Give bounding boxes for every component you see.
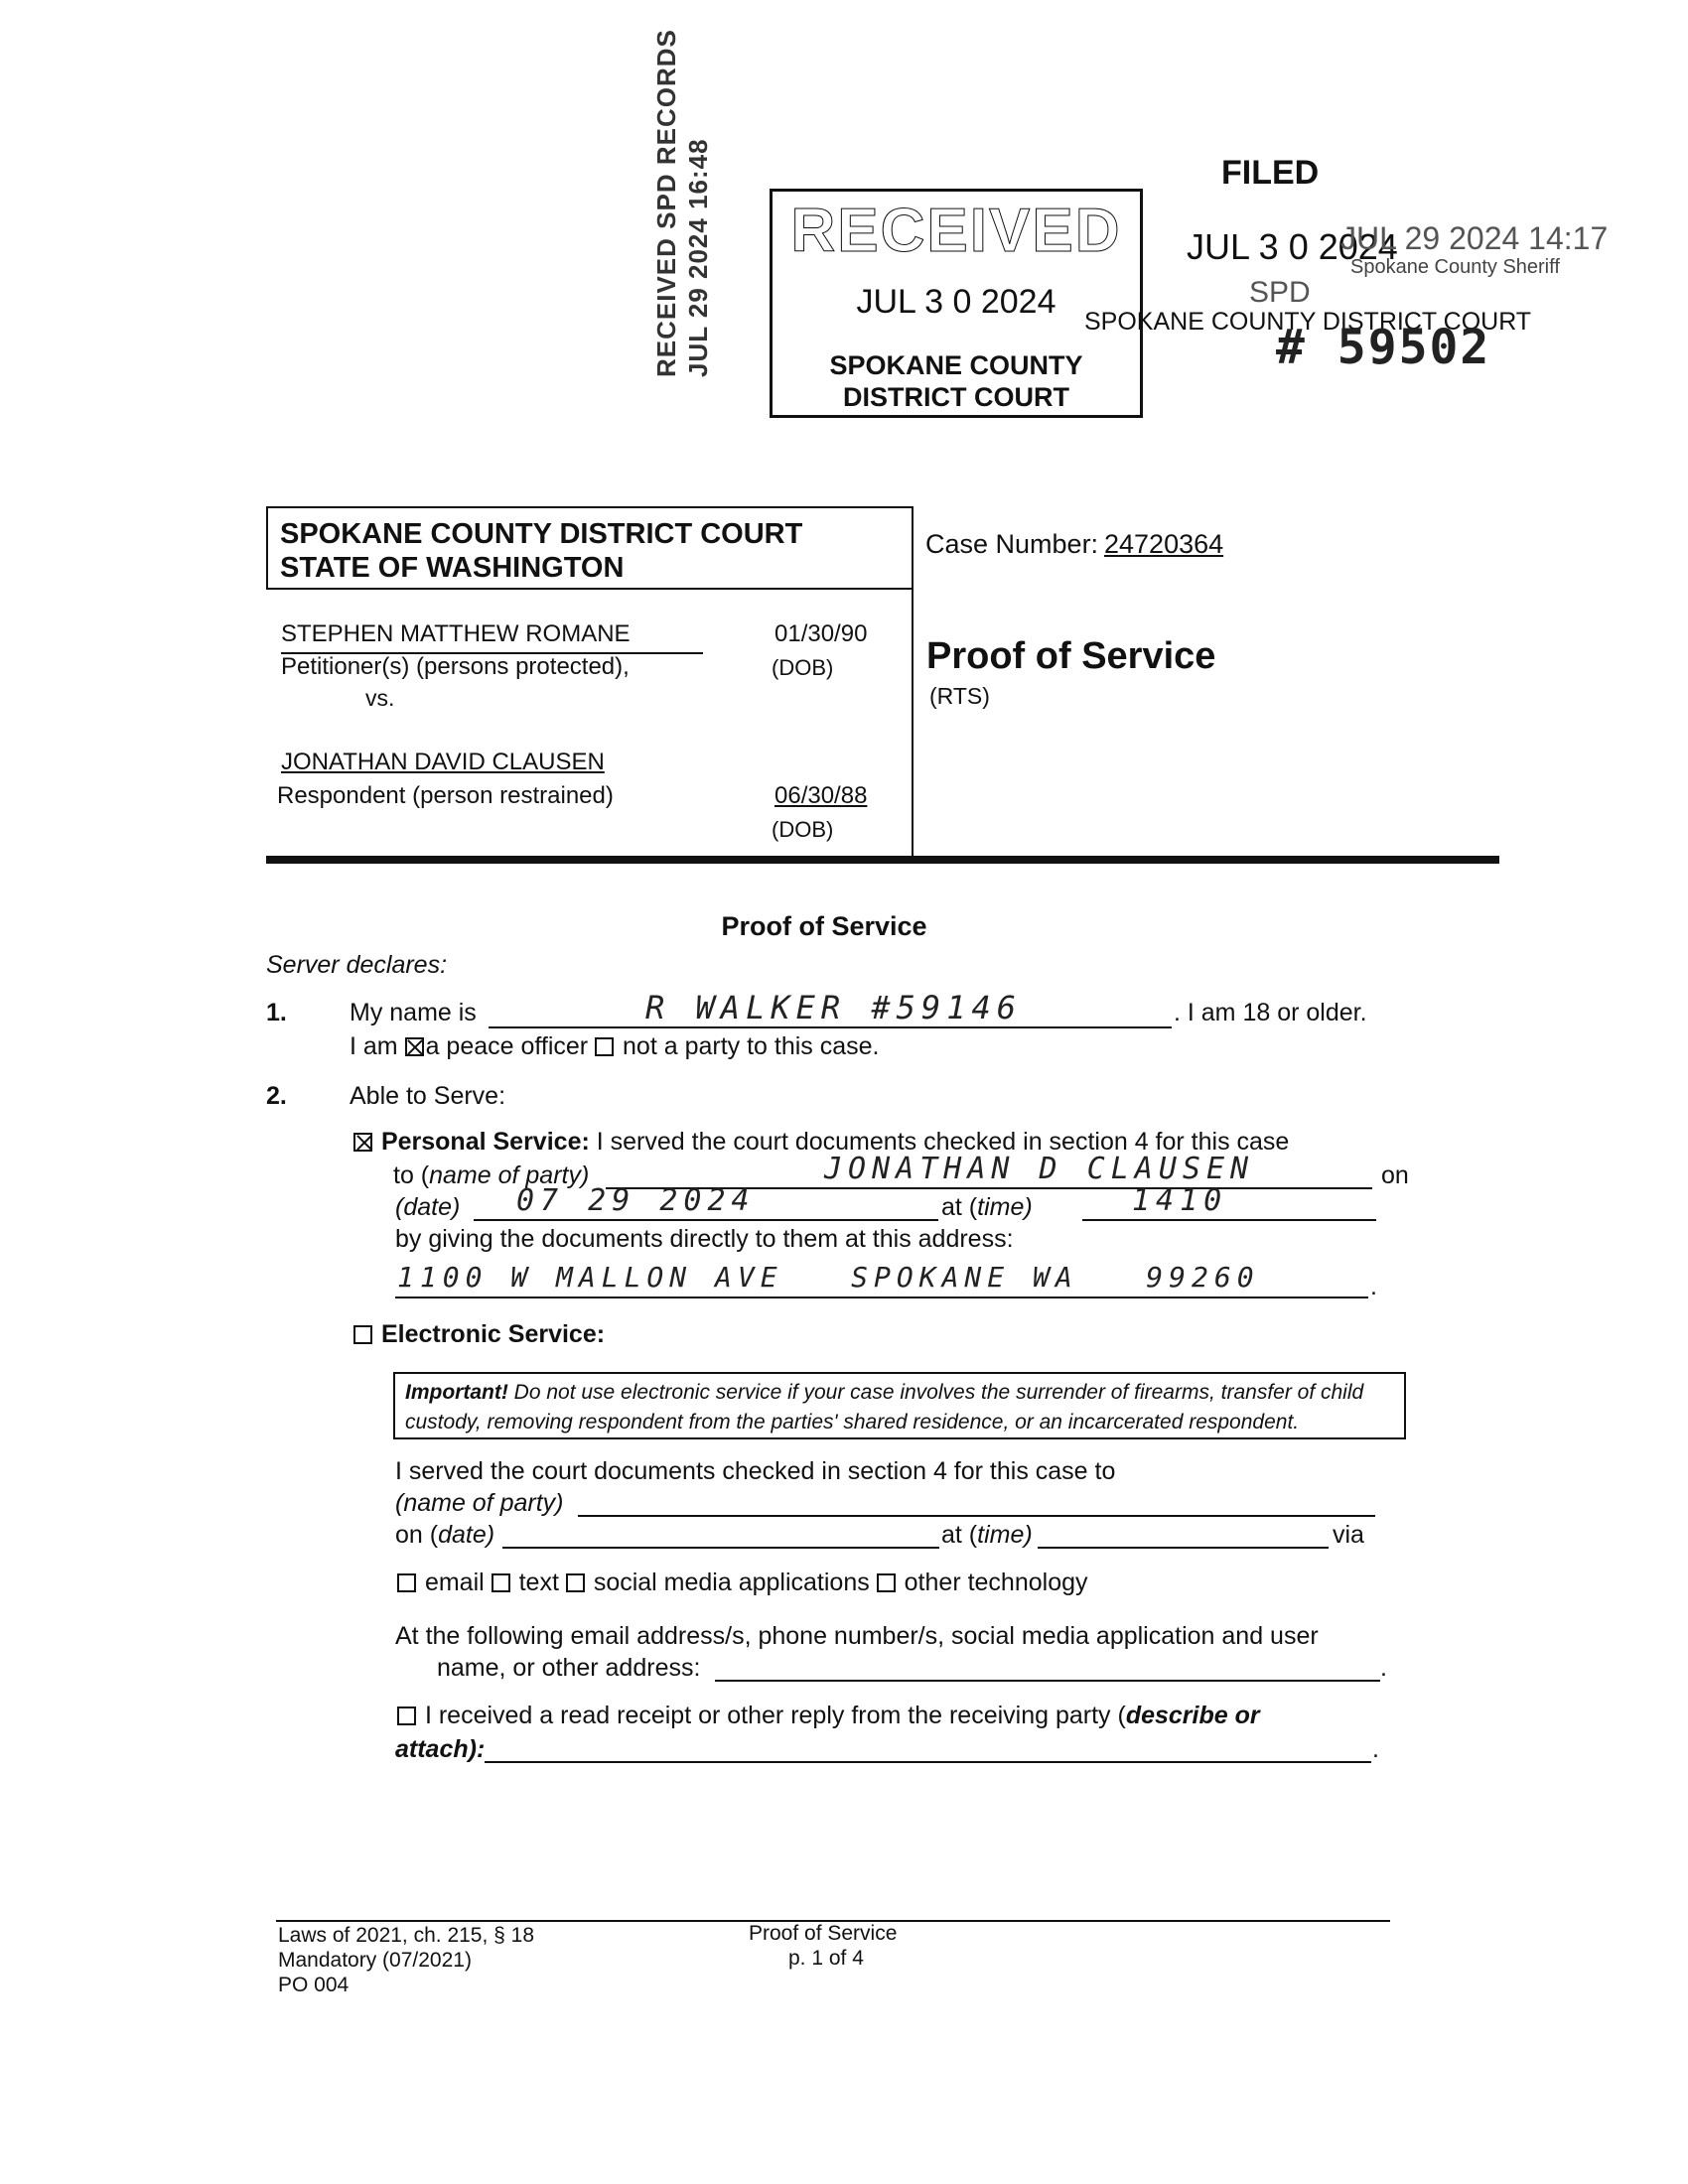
social-media-label: social media applications xyxy=(593,1569,870,1596)
footer-laws: Laws of 2021, ch. 215, § 18 xyxy=(278,1924,535,1947)
on-label: on xyxy=(1381,1161,1409,1189)
footer-page: p. 1 of 4 xyxy=(788,1947,864,1970)
receipt-row xyxy=(397,1702,1260,1730)
e-time-label: time) xyxy=(977,1521,1033,1549)
caption-rule xyxy=(266,856,1499,864)
e-date-label: date) xyxy=(438,1521,495,1549)
filed-court: SPOKANE COUNTY DISTRICT COURT xyxy=(1084,308,1532,336)
court-name: SPOKANE COUNTY DISTRICT COURT xyxy=(280,518,803,550)
received-court-line2: DISTRICT COURT xyxy=(843,382,1069,412)
received-word: RECEIVED xyxy=(790,197,1122,265)
important-text: Do not use electronic service if your case involves the surrender of firearms, transfer of child custody, removing respondent from the parties' shared residence, or an incarcerated respondent. xyxy=(405,1381,1364,1433)
address-period: . xyxy=(1370,1273,1377,1300)
receipt-text: I received a read receipt or other reply from the receiving party ( xyxy=(424,1702,1126,1729)
sheriff-name: Spokane County Sheriff xyxy=(1350,256,1560,278)
respondent-dob-label: (DOB) xyxy=(772,817,834,842)
footer-center-title: Proof of Service xyxy=(749,1922,898,1945)
filed-date: JUL 3 0 2024 xyxy=(1187,226,1398,267)
method-options-row xyxy=(397,1569,1088,1597)
server-name-line xyxy=(489,1026,1172,1028)
e-address-period: . xyxy=(1380,1654,1387,1682)
item1-number: 1. xyxy=(266,999,287,1026)
e-name-line[interactable] xyxy=(578,1515,1375,1517)
court-header-box xyxy=(266,506,914,590)
vertical-received-stamp xyxy=(650,29,714,377)
peace-officer-label: a peace officer xyxy=(425,1032,589,1060)
date-label: (date) xyxy=(395,1193,461,1221)
received-stamp xyxy=(770,189,1143,418)
receipt-line[interactable] xyxy=(485,1761,1371,1763)
text-label: text xyxy=(518,1569,559,1596)
important-box xyxy=(393,1372,1406,1439)
personal-service-text: I served the court documents checked in section 4 for this case xyxy=(596,1128,1290,1156)
item2-title: Able to Serve: xyxy=(350,1082,506,1110)
name-of-party-label: name of party) xyxy=(429,1161,590,1189)
email-label: email xyxy=(424,1569,485,1596)
important-lead: Important! xyxy=(405,1381,508,1404)
personal-service-checkbox[interactable] xyxy=(353,1133,372,1152)
respondent-name: JONATHAN DAVID CLAUSEN xyxy=(281,749,605,775)
date-line xyxy=(474,1219,938,1221)
received-date: JUL 3 0 2024 xyxy=(856,283,1056,321)
e-via-label: via xyxy=(1333,1521,1364,1549)
item1-suffix: . I am 18 or older. xyxy=(1174,999,1367,1026)
e-date-line[interactable] xyxy=(502,1547,939,1549)
item1-prefix: My name is xyxy=(350,999,477,1026)
case-number-label: Case Number: xyxy=(925,529,1099,559)
personal-service-label: Personal Service: xyxy=(380,1128,590,1156)
footer-form-code: PO 004 xyxy=(278,1974,350,1996)
electronic-service-checkbox[interactable] xyxy=(353,1325,372,1344)
versus-label: vs. xyxy=(365,685,395,711)
time-label: time) xyxy=(977,1193,1033,1221)
e-time-label-row xyxy=(941,1521,1033,1550)
spd-mark: SPD xyxy=(1249,276,1311,309)
receipt-period: . xyxy=(1372,1735,1379,1763)
party-value: JONATHAN D CLAUSEN xyxy=(824,1152,1255,1186)
e-served-text: I served the court documents checked in section 4 for this case to xyxy=(395,1457,1116,1485)
spd-number: # 59502 xyxy=(1276,320,1491,375)
time-label-row xyxy=(941,1193,1033,1222)
item2-number: 2. xyxy=(266,1082,287,1110)
e-date-label-row xyxy=(395,1521,494,1550)
petitioner-dob: 01/30/90 xyxy=(774,620,868,647)
address-line2-text: name, or other address: xyxy=(437,1654,701,1682)
received-court-line1: SPOKANE COUNTY xyxy=(829,350,1083,380)
filed-word: FILED xyxy=(1221,154,1320,192)
item1-status-row xyxy=(350,1032,880,1061)
footer-mandatory: Mandatory (07/2021) xyxy=(278,1949,472,1972)
email-checkbox[interactable] xyxy=(397,1573,416,1592)
giving-text: by giving the documents directly to them at this address: xyxy=(395,1225,1014,1253)
petitioner-label: Petitioner(s) (persons protected), xyxy=(281,653,630,680)
electronic-service-row xyxy=(353,1320,605,1349)
address-value: 1100 W MALLON AVE SPOKANE WA 99260 xyxy=(397,1261,1260,1294)
to-label: to ( xyxy=(393,1161,430,1189)
e-name-label: (name of party) xyxy=(395,1489,564,1517)
case-number: 24720364 xyxy=(1104,529,1224,559)
e-time-line[interactable] xyxy=(1038,1547,1329,1549)
at-label: at ( xyxy=(941,1193,978,1221)
peace-officer-checkbox[interactable] xyxy=(405,1037,424,1056)
server-declares: Server declares: xyxy=(266,951,448,979)
not-party-label: not a party to this case. xyxy=(623,1032,880,1060)
receipt-describe: describe or xyxy=(1125,1702,1260,1729)
vertical-received-date: JUL 29 2024 16:48 xyxy=(683,138,713,377)
receipt-attach: attach): xyxy=(395,1735,486,1763)
not-party-checkbox[interactable] xyxy=(595,1037,614,1056)
text-checkbox[interactable] xyxy=(492,1573,510,1592)
item1-iam: I am xyxy=(350,1032,398,1060)
server-name-value: R WALKER #59146 xyxy=(645,989,1022,1026)
electronic-service-label: Electronic Service: xyxy=(380,1320,606,1348)
respondent-label: Respondent (person restrained) xyxy=(277,782,614,809)
petitioner-name: STEPHEN MATTHEW ROMANE xyxy=(281,620,631,647)
respondent-dob: 06/30/88 xyxy=(774,782,868,809)
address-line1-text: At the following email address/s, phone number/s, social media application and user xyxy=(395,1622,1319,1650)
petitioner-dob-label: (DOB) xyxy=(772,655,834,680)
e-at-label: at ( xyxy=(941,1521,978,1549)
other-technology-label: other technology xyxy=(904,1569,1088,1596)
document-code: (RTS) xyxy=(929,683,990,709)
section-title: Proof of Service xyxy=(721,911,927,941)
other-technology-checkbox[interactable] xyxy=(877,1573,896,1592)
read-receipt-checkbox[interactable] xyxy=(397,1706,416,1725)
court-state: STATE OF WASHINGTON xyxy=(280,552,625,584)
time-line xyxy=(1082,1219,1376,1221)
sheriff-date: JUL 29 2024 14:17 xyxy=(1340,220,1609,256)
e-on-label: on ( xyxy=(395,1521,439,1549)
address-line xyxy=(395,1297,1368,1298)
document-title: Proof of Service xyxy=(926,635,1216,677)
social-media-checkbox[interactable] xyxy=(566,1573,585,1592)
vertical-received-text: RECEIVED SPD RECORDS xyxy=(651,29,681,377)
time-value: 1410 xyxy=(1132,1183,1228,1218)
e-address-line[interactable] xyxy=(715,1680,1380,1682)
date-value: 07 29 2024 xyxy=(516,1183,756,1218)
